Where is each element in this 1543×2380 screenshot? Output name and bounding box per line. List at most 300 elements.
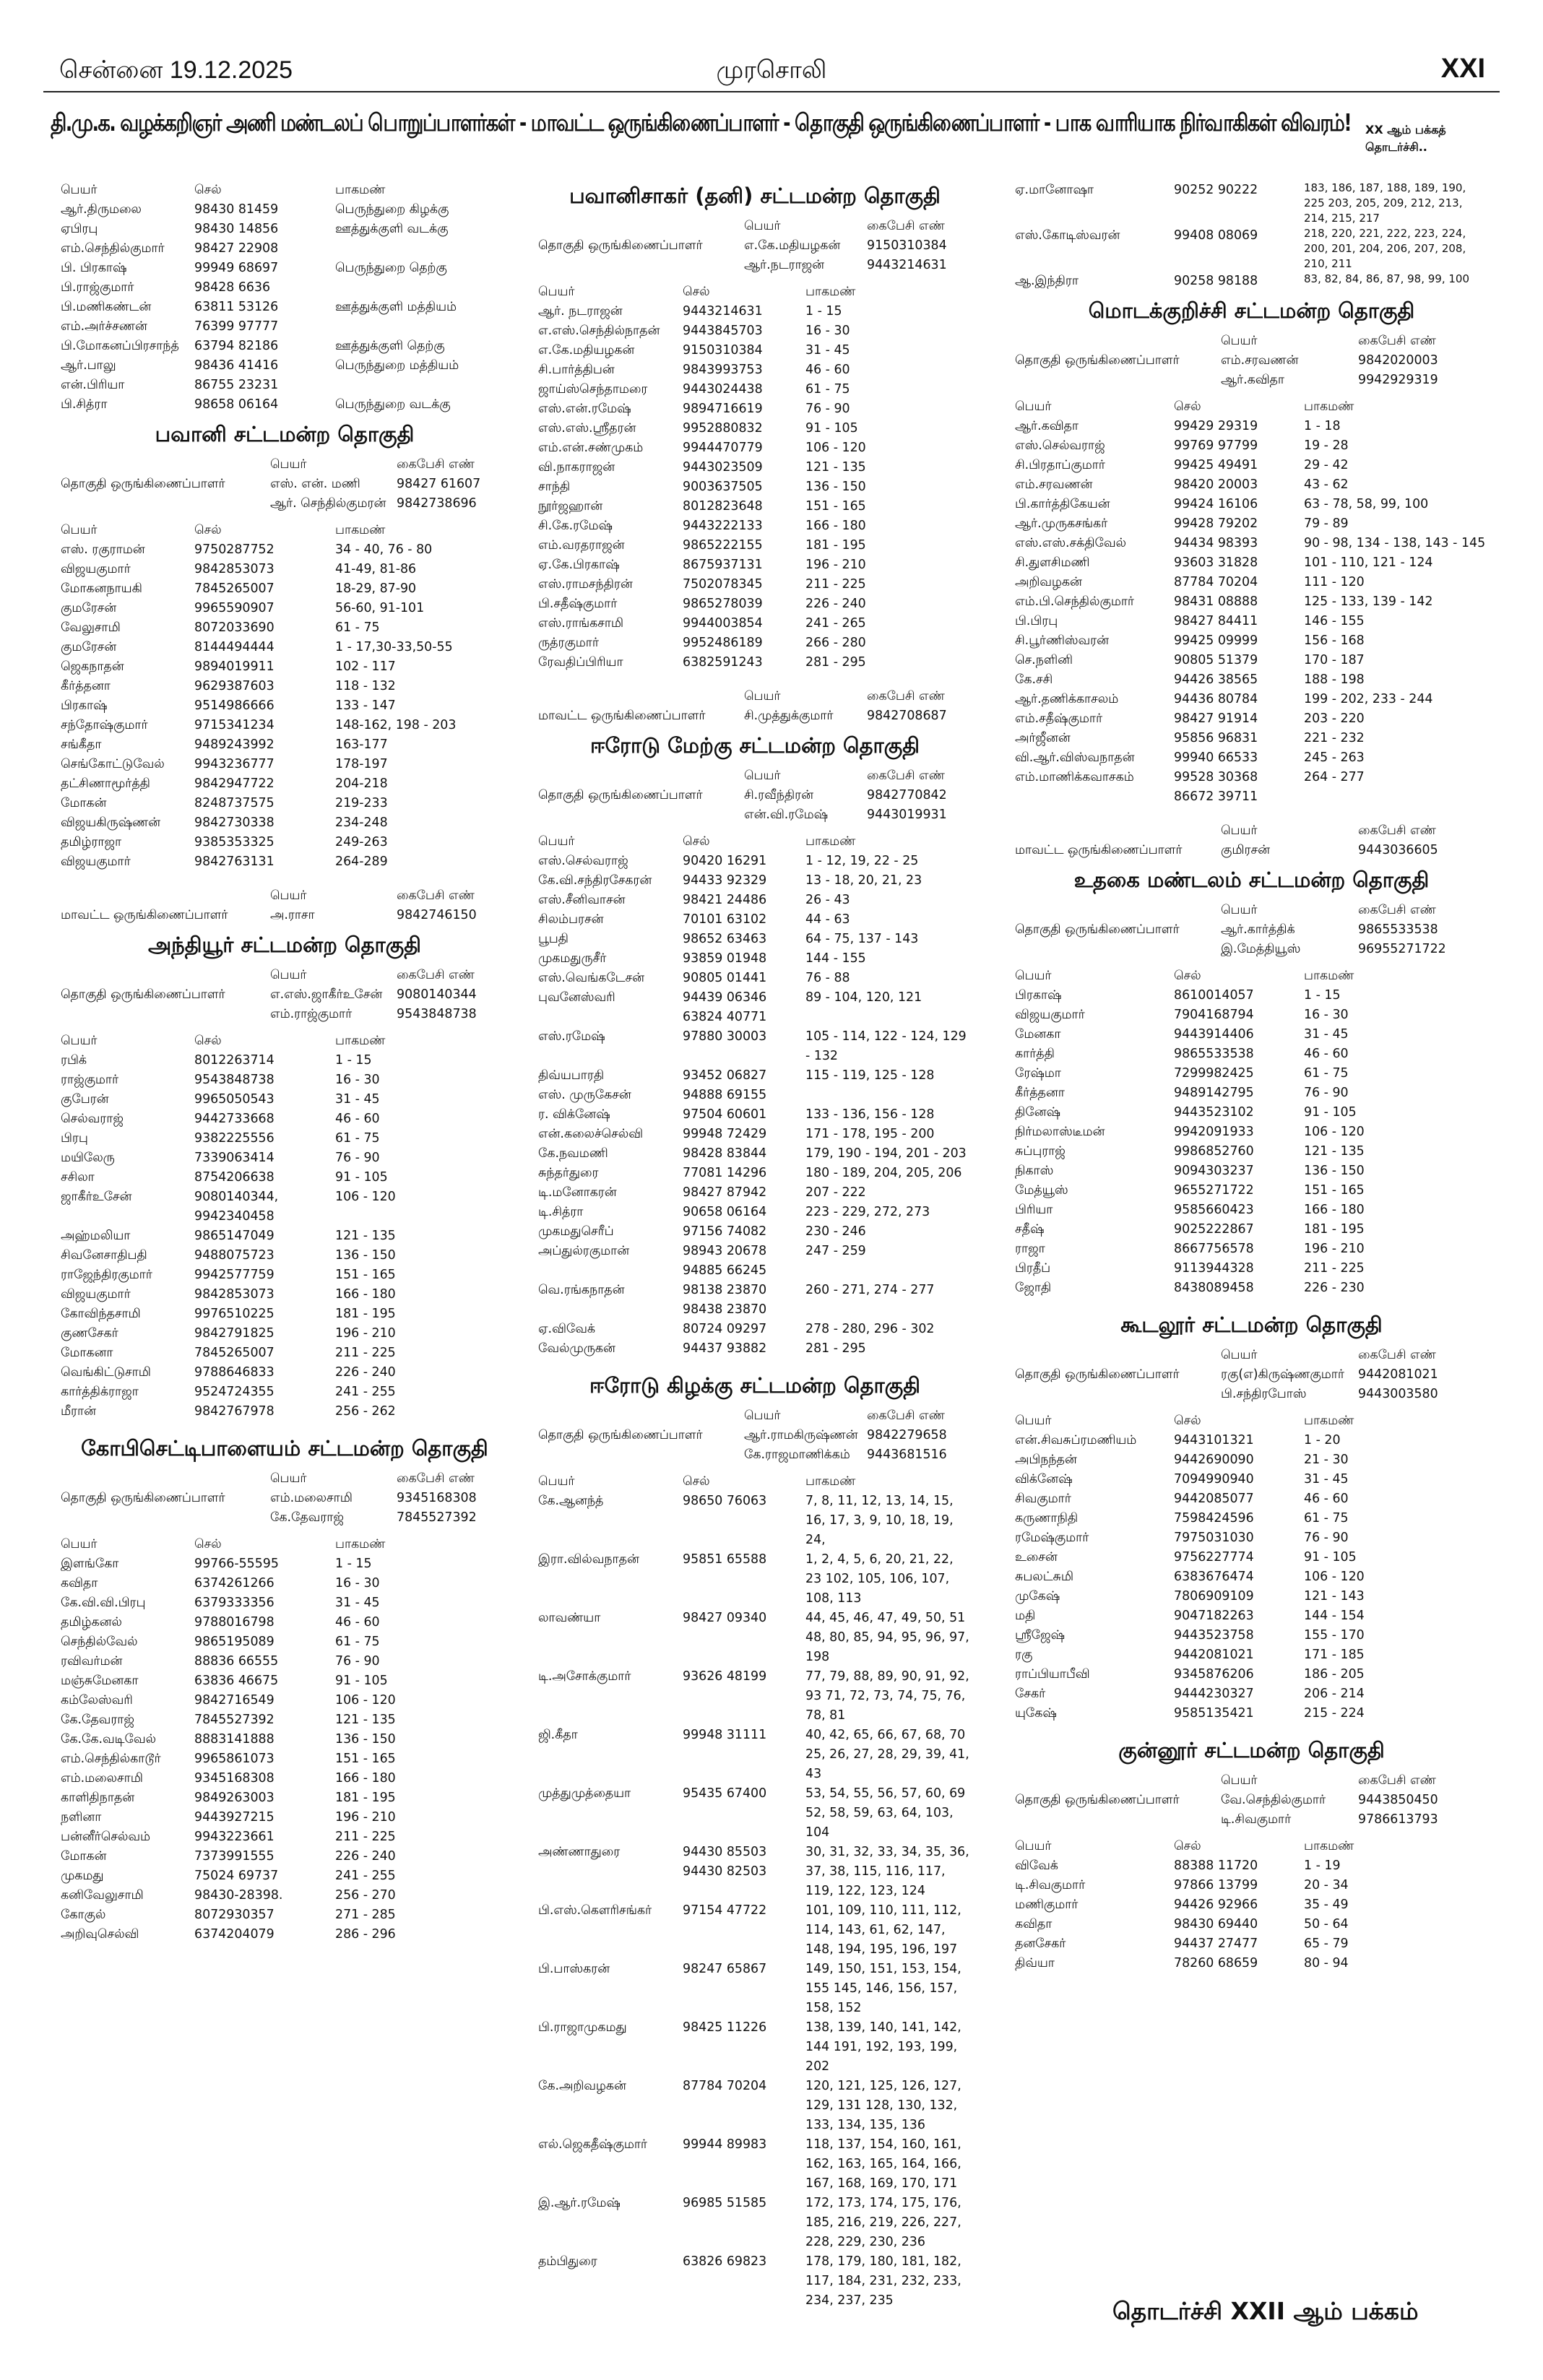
table-row [61,1554,509,1574]
cell: பாகமண் [335,1537,386,1552]
cell: பாகமண் [335,523,386,537]
cell: எஸ்.கோடிஸ்வரன் [1015,228,1120,243]
cell: 8675937131 [683,558,763,572]
table-row [61,1632,509,1652]
cell: பெயர் [270,968,307,982]
cell: 88388 11720 [1174,1858,1258,1873]
cell: 77, 79, 88, 89, 90, 91, 92, 93 71, 72, 73, 74, 75, 76, 78, 81 [805,1669,969,1723]
cell: 226 - 240 [335,1365,396,1380]
table-row [538,555,972,575]
table-row [538,614,972,633]
cell: ஜெகநாதன் [61,659,124,674]
cell: 99408 08069 [1174,228,1258,243]
cell: 9865195089 [194,1635,275,1649]
cell: 98428 83844 [683,1146,767,1161]
cell: 196 - 210 [1304,1242,1365,1256]
constituency-section [538,183,972,672]
table-row [1015,1548,1488,1567]
cell: 9849263003 [194,1791,275,1805]
cell: எம்.செந்தில்காடூர் [61,1752,161,1766]
cell: 34 - 40, 76 - 80 [335,542,433,557]
cell: 98427 84411 [1174,614,1258,628]
cell: 18-29, 87-90 [335,581,417,596]
cell: 172, 173, 174, 175, 176, 185, 216, 219, 226, 227, 228, 229, 230, 236 [805,2196,961,2249]
cell: 1 - 19 [1304,1858,1341,1873]
cell: 9865147049 [194,1229,275,1243]
cell: செல்வராஜ் [61,1112,124,1126]
cell: 9514986666 [194,698,275,713]
table-row [538,910,972,930]
cell: 9750287752 [194,542,275,557]
cell [1015,821,1221,841]
cell: ஆர். செந்தில்குமரன் [270,496,386,511]
table-row [61,1925,509,1944]
cell: விஜயகுமார் [61,1287,131,1302]
cell: 9443523758 [1174,1628,1254,1643]
cell: எம்.மலைசாமி [270,1491,353,1505]
cell: கே.ராஜமாணிக்கம் [744,1448,850,1462]
table-row [61,813,509,833]
cell: 264 - 277 [1304,770,1365,784]
cell: 96985 51585 [683,2196,767,2210]
cell: 9715341234 [194,718,275,732]
coordinator-row [1015,371,1488,390]
cell: 98427 22908 [194,241,279,256]
cell: சிவகுமார் [1015,1492,1071,1506]
table-row [61,852,509,872]
table-row [61,638,509,657]
cell: 180 - 189, 204, 205, 206 [805,1166,962,1180]
cell: 6379333356 [194,1596,275,1610]
cell: பெயர் [744,769,781,783]
cell: 31 - 45 [1304,1027,1349,1042]
cell: முகமதுசெரீப் [538,1224,614,1239]
cell: டி.சிவகுமார் [1015,1878,1086,1892]
coordinator-block [61,966,509,1024]
cell: எ.கே.மதியழகன் [538,343,635,358]
cell: டி.சித்ரா [538,1205,584,1219]
cell: 90658 06164 [683,1205,767,1219]
cell: 6374261266 [194,1576,275,1591]
table-row [1015,1587,1488,1606]
cell: 9094303237 [1174,1164,1254,1178]
coordinator-row [1015,1385,1488,1404]
cell: ஜாகீர்உசேன் [61,1190,132,1204]
coordinator-row [538,786,972,805]
cell: 90258 98188 [1174,274,1258,288]
cell: 234-248 [335,815,388,830]
cell: 151 - 165 [1304,1183,1365,1198]
cell: பெருந்துறை வடக்கு [335,397,451,412]
cell: 9385353325 [194,835,275,849]
table-row [1015,1915,1488,1934]
table-row [538,1066,972,1086]
cell: 9842853073 [194,1287,275,1302]
table-row [61,560,509,579]
cell: 7806909109 [1174,1589,1254,1604]
cell: 94439 06346 63824 40771 [683,990,767,1024]
cell: குமரேசன் [61,640,117,654]
member-table [61,521,509,872]
table-row [538,458,972,477]
cell: 9843993753 [683,363,763,377]
cell: 9986852760 [1174,1144,1254,1159]
table-row [61,1769,509,1788]
coordinator-row [1015,1365,1488,1385]
cell: பி.பாஸ்கரன் [538,1962,610,1976]
cell: 115 - 119, 125 - 128 [805,1068,935,1083]
cell: 9756227774 [1174,1550,1254,1565]
cell: 61 - 75 [335,620,380,635]
cell: 9965590907 [194,601,275,615]
cell: பாகமண் [805,285,856,299]
cell: 9943223661 [194,1830,275,1844]
cell: 121 - 135 [805,460,866,475]
cell: 106 - 120 [335,1190,396,1204]
cell: எஸ். என். மணி [270,477,360,491]
cell: 286 - 296 [335,1927,396,1942]
cell: 7502078345 [683,577,763,592]
table-row [1015,573,1488,592]
cell: 166 - 180 [335,1771,396,1786]
cell: ஏபிரபு [61,222,98,236]
cell: 95851 65588 [683,1552,767,1567]
cell: எஸ்.செல்வராஜ் [538,854,628,868]
cell: 118, 137, 154, 160, 161, 162, 163, 165, 164, 166, 167, 168, 169, 170, 171 [805,2137,961,2191]
table-row [61,220,509,239]
cell: 41-49, 81-86 [335,562,417,576]
table-row [61,1574,509,1593]
cell: நளினா [61,1810,102,1825]
cell: மேனகா [1015,1027,1061,1042]
cell: 9842947722 [194,776,275,791]
cell: 7373991555 [194,1849,275,1864]
cell: 163-177 [335,737,388,752]
table-row [1015,1876,1488,1895]
cell: மோகன் [61,1849,107,1864]
table-row [61,278,509,298]
cell: பாகமண் [1304,1414,1354,1428]
cell: 75024 69737 [194,1869,279,1883]
member-table-header [538,832,972,852]
cell: 16 - 30 [335,1576,380,1591]
continued-footer: தொடர்ச்சி XXII ஆம் பக்கம் [1112,2297,1419,2325]
table-row [538,1492,972,1550]
cell: கைபேசி எண் [867,219,945,233]
cell: 266 - 280 [805,636,866,650]
cell: விவேக் [1015,1858,1058,1873]
cell: 98436 41416 [194,358,279,373]
table-row [538,477,972,497]
table-row [538,1144,972,1164]
member-table-header [538,1472,972,1492]
section-title: ஈரோடு கிழக்கு சட்டமன்ற தொகுதி [589,1373,920,1398]
cell: 76 - 90 [1304,1531,1349,1545]
table-row [538,419,972,438]
cell: பெயர் [270,1471,307,1486]
cell: எம்.சரவணன் [1221,353,1299,368]
cell: கோவிந்தசாமி [61,1307,141,1321]
cell: 179, 190 - 194, 201 - 203 [805,1146,967,1161]
page-header [43,46,1500,82]
member-table [538,1472,972,2311]
table-row [61,1109,509,1129]
table-row [538,575,972,594]
member-table [1015,181,1488,291]
cell: 9842746150 [397,908,477,922]
cell: 99948 72429 [683,1127,767,1141]
cell: சசிலா [61,1170,95,1185]
cell: 1 - 15 [335,1557,372,1571]
cell: 6374204079 [194,1927,275,1942]
cell: ர. விக்னேஷ் [538,1107,610,1122]
cell: 211 - 225 [805,577,866,592]
cell [61,1005,270,1024]
cell: குமரேசன் [61,601,117,615]
cell: 188 - 198 [1304,672,1365,687]
table-row [61,579,509,599]
cell: பிரியா [1015,1203,1053,1217]
cell: 155 - 170 [1304,1628,1365,1643]
cell: 1 - 18 [1304,419,1341,433]
cell: ஆர்.முருகசங்கர் [1015,516,1108,531]
table-row [61,677,509,696]
cell: 136 - 150 [335,1248,396,1263]
cell: 91 - 105 [1304,1105,1357,1120]
cell: எம்.செந்தில்குமார் [61,241,165,256]
cell: 8667756578 [1174,1242,1254,1256]
cell: 63794 82186 [194,339,279,353]
cell: 7845265007 [194,1346,275,1360]
cell: 94436 80784 [1174,692,1258,706]
table-row [1015,1431,1488,1450]
cell: தினேஷ் [1015,1105,1060,1120]
cell: குமிரசன் [1221,843,1270,857]
cell: செல் [1174,969,1201,983]
cell: 63 - 78, 58, 99, 100 [1304,497,1429,511]
cell: 121 - 135 [1304,1144,1365,1159]
table-row [61,200,509,220]
member-table-header [1015,1837,1488,1856]
member-table-header [61,181,509,200]
cell: 226 - 240 [805,597,866,611]
coordinator-block [538,217,972,275]
table-row [1015,986,1488,1005]
cell: 9443222133 [683,519,763,533]
cell: சுப்புராஜ் [1015,1144,1066,1159]
table-row [61,774,509,794]
cell: 31 - 45 [805,343,850,358]
cell: ருத்ரகுமார் [538,636,599,650]
cell: 44, 45, 46, 47, 49, 50, 51 48, 80, 85, 94, 95, 96, 97, 198 [805,1611,969,1664]
member-table [1015,966,1488,1298]
cell: 8144494444 [194,640,275,654]
cell: 46 - 60 [335,1615,380,1630]
cell [61,1469,270,1489]
coordinator-header [1015,821,1488,841]
table-row [61,1691,509,1710]
table-row [1015,1025,1488,1044]
table-row [538,1843,972,1901]
table-row [61,1304,509,1324]
table-row [1015,1103,1488,1122]
cell: கீர்த்தனா [1015,1086,1065,1100]
cell: தொகுதி ஒருங்கிணைப்பாளர் [1015,353,1180,368]
cell: 98427 09340 [683,1611,767,1625]
cell: 271 - 285 [335,1908,396,1922]
table-row [538,871,972,891]
cell: 46 - 60 [1304,1492,1349,1506]
cell: 90420 16291 [683,854,767,868]
cell: 9442085077 [1174,1492,1254,1506]
cell: 98430 14856 [194,222,279,236]
cell: தொகுதி ஒருங்கிணைப்பாளர் [1015,1793,1180,1807]
member-table [1015,1411,1488,1723]
cell: 76 - 88 [805,971,850,985]
table-row [61,1363,509,1382]
cell: அறிவழகன் [1015,575,1082,589]
cell [1015,332,1221,351]
cell: 121 - 135 [335,1713,396,1727]
table-row [1015,748,1488,768]
cell: 99424 16106 [1174,497,1258,511]
table-row [1015,690,1488,709]
cell: பி.மணிகண்டன் [61,300,152,314]
cell: ஆ.இந்திரா [1015,274,1079,288]
table-row [61,1324,509,1343]
cell: செ.நளினி [1015,653,1073,667]
cell: 241 - 265 [805,616,866,631]
cell: விஜயகுமார் [61,562,131,576]
cell: 9524724355 [194,1385,275,1399]
section-title: கூடலூர் சட்டமன்ற தொகுதி [1120,1312,1383,1337]
cell: 63826 69823 [683,2254,767,2269]
cell: பாகமண் [805,834,856,849]
cell: சி.ரவீந்திரன் [744,788,814,802]
table-row [538,891,972,910]
coordinator-header [1015,332,1488,351]
cell: 9442690090 [1174,1453,1254,1467]
section-title: உதகை மண்டலம் சட்டமன்ற தொகுதி [1073,867,1430,892]
table-row [61,317,509,337]
cell: 9080140344 [397,987,477,1002]
cell: 83, 82, 84, 86, 87, 98, 99, 100 [1304,272,1469,285]
cell: என்.வி.ரமேஷ் [744,808,829,822]
cell: பெயர் [744,689,781,704]
cell: 1 - 15 [805,304,842,319]
cell: 151 - 165 [805,499,866,514]
cell: பி.சதீஷ்குமார் [538,597,618,611]
cell: 91 - 105 [335,1674,388,1688]
coordinator-row [538,236,972,256]
table-row [1015,612,1488,631]
constituency-section [538,1373,972,2311]
cell: தமிழ்கனல் [61,1615,122,1630]
cell: 9965050543 [194,1092,275,1107]
cell: கே.நவமணி [538,1146,608,1161]
cell: பெயர் [1221,1773,1258,1788]
table-row [538,969,972,988]
member-table-header [1015,1411,1488,1431]
cell: 98658 06164 [194,397,279,412]
coordinator-block [1015,1346,1488,1404]
member-table [61,1535,509,1944]
cell: மீரான் [61,1404,96,1419]
table-row [61,540,509,560]
cell: சுபலட்சுமி [1015,1570,1074,1584]
section-title: பவானி சட்டமன்ற தொகுதி [155,422,415,446]
cell: செல் [683,1474,710,1489]
cell: 61 - 75 [1304,1066,1349,1081]
cell: செல் [683,834,710,849]
cell: பி.பிரபு [1015,614,1058,628]
cell: பி.எஸ்.கௌரிசங்கர் [538,1903,652,1918]
cell: பெயர் [270,888,307,903]
constituency-section [1015,867,1488,1298]
cell: 178, 179, 180, 181, 182, 117, 184, 231, 232, 233, 234, 237, 235 [805,2254,961,2308]
coordinator-row [538,1445,972,1465]
coordinator-header [538,1406,972,1426]
cell: வெ.ரங்கநாதன் [538,1283,625,1297]
cell: 8012823648 [683,499,763,514]
cell: 94437 27477 [1174,1937,1258,1951]
cell: இரா.வில்வநாதன் [538,1552,639,1567]
cell: ரகு(எ)கிருஷ்ணகுமார் [1221,1367,1344,1382]
cell: 9443914406 [1174,1027,1254,1042]
cell: 196 - 210 [335,1326,396,1341]
cell: 9443023509 [683,460,763,475]
cell [538,1406,744,1426]
table-row [61,794,509,813]
cell: 26 - 43 [805,893,850,907]
table-row [61,239,509,259]
table-row [1015,1083,1488,1103]
cell: தொகுதி ஒருங்கிணைப்பாளர் [61,1491,225,1505]
cell: பாகமண் [335,1034,386,1048]
table-row [538,399,972,419]
cell: கைபேசி எண் [867,1408,945,1423]
table-row [538,2018,972,2077]
cell: தொகுதி ஒருங்கிணைப்பாளர் [1015,922,1180,937]
cell: 98138 23870 98438 23870 [683,1283,767,1317]
table-row [61,1866,509,1886]
cell: வி.நாகராஜன் [538,460,615,475]
cell: கே.தேவராஜ் [270,1510,344,1525]
cell: ரபிக் [61,1053,87,1068]
cell: கார்த்தி [1015,1047,1055,1061]
table-row [538,1242,972,1281]
table-row [61,1382,509,1402]
cell: 9345876206 [1174,1667,1254,1682]
cell: 76399 97777 [194,319,279,334]
cell: ஆர்.கவிதா [1221,373,1284,387]
cell: மஞ்சுமேனகா [61,1674,139,1688]
cell: ரேஷ்மா [1015,1066,1061,1081]
cell: 9489243992 [194,737,275,752]
cell: 7845265007 [194,581,275,596]
cell: 181 - 195 [1304,1222,1365,1237]
section-title: கோபிசெட்டிபாளையம் சட்டமன்ற தொகுதி [81,1436,488,1461]
cell: திவ்யா [1015,1956,1055,1970]
cell: முத்துமுத்தையா [538,1786,631,1801]
cell [335,317,509,337]
table-row [538,1027,972,1066]
table-row [538,852,972,871]
cell: செல் [194,1537,222,1552]
cell: பிரபு [61,1131,88,1146]
cell: 136 - 150 [1304,1164,1365,1178]
table-row [61,1886,509,1905]
